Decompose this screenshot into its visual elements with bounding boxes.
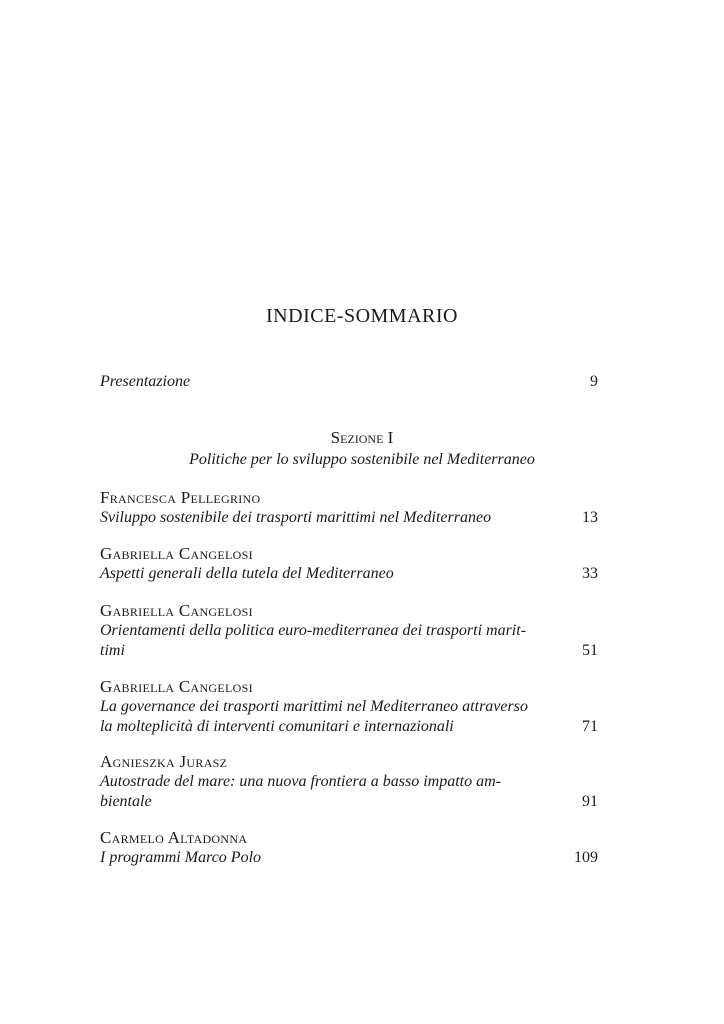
toc-entry — [100, 752, 598, 812]
entry-page-number: 51 — [582, 642, 598, 659]
entry-title: Sviluppo sostenibile dei trasporti marittimi nel Mediterraneo — [100, 509, 492, 526]
entry-title: Autostrade del mare: una nuova frontiera a basso impatto am-bientale — [100, 773, 502, 810]
entry-page-number: 71 — [582, 718, 598, 735]
entry-title: Presentazione — [100, 373, 191, 390]
page-title: INDICE-SOMMARIO — [266, 305, 458, 327]
entry-author: Carmelo Altadonna — [100, 828, 248, 847]
entry-author: Gabriella Cangelosi — [100, 677, 253, 696]
section-label: Sezione I — [330, 428, 394, 447]
entry-page-number: 13 — [582, 509, 598, 526]
toc-entry — [100, 677, 598, 737]
entry-page-number: 109 — [574, 849, 598, 866]
entry-title: Aspetti generali della tutela del Mediterraneo — [100, 565, 394, 582]
entry-title: I programmi Marco Polo — [100, 849, 262, 866]
toc-entry — [100, 488, 598, 528]
entry-title: Orientamenti della politica euro-mediterranea dei trasporti marit-timi — [100, 622, 527, 659]
section-heading — [0, 428, 724, 470]
entry-page-number: 33 — [582, 565, 598, 582]
entry-page-number: 9 — [590, 373, 598, 390]
entry-author: Gabriella Cangelosi — [100, 601, 253, 620]
toc-entry-presentazione — [100, 372, 598, 392]
toc-entry — [100, 601, 598, 661]
entry-title: La governance dei trasporti marittimi nel Mediterraneo attraverso la molteplicità di interventi comunitari e internazionali — [100, 698, 528, 735]
toc-entry — [100, 544, 598, 584]
toc-entry — [100, 828, 598, 868]
section-subtitle: Politiche per lo sviluppo sostenibile nel Mediterraneo — [189, 451, 535, 468]
entry-author: Francesca Pellegrino — [100, 488, 261, 507]
entry-author: Agnieszka Jurasz — [100, 752, 228, 771]
entry-author: Gabriella Cangelosi — [100, 544, 253, 563]
entry-page-number: 91 — [582, 793, 598, 810]
